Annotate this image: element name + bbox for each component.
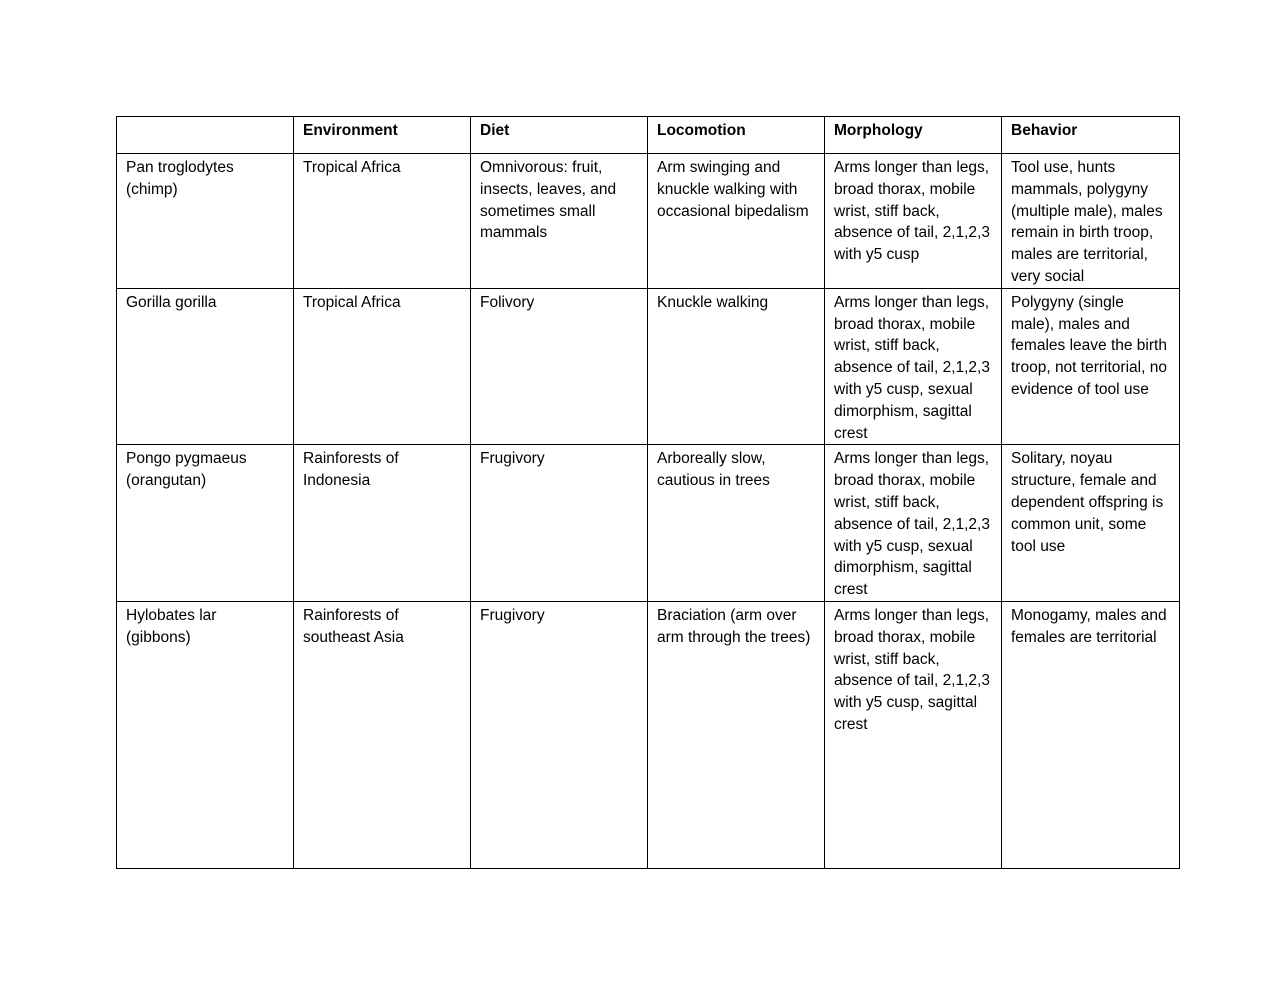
morphology-cell: Arms longer than legs, broad thorax, mobile wrist, stiff back, absence of tail, 2,1,2,3 with y5 cusp, sexual dimorphism, sagittal crest [825,288,1002,445]
table-row [117,288,1180,445]
header-cell-blank [117,117,294,154]
locomotion-cell: Arboreally slow, cautious in trees [648,445,825,602]
table-header-row [117,117,1180,154]
morphology-cell: Arms longer than legs, broad thorax, mobile wrist, stiff back, absence of tail, 2,1,2,3 with y5 cusp [825,154,1002,289]
environment-cell: Tropical Africa [294,288,471,445]
primate-comparison-table [116,116,1180,869]
environment-cell: Tropical Africa [294,154,471,289]
diet-cell: Omnivorous: fruit, insects, leaves, and sometimes small mammals [471,154,648,289]
behavior-cell: Solitary, noyau structure, female and dependent offspring is common unit, some tool use [1002,445,1180,602]
header-cell-morphology: Morphology [825,117,1002,154]
locomotion-cell: Braciation (arm over arm through the trees) [648,601,825,868]
morphology-cell: Arms longer than legs, broad thorax, mobile wrist, stiff back, absence of tail, 2,1,2,3 with y5 cusp, sagittal crest [825,601,1002,868]
species-cell: Pongo pygmaeus (orangutan) [117,445,294,602]
species-cell: Hylobates lar (gibbons) [117,601,294,868]
diet-cell: Folivory [471,288,648,445]
species-cell: Gorilla gorilla [117,288,294,445]
table-row [117,445,1180,602]
diet-cell: Frugivory [471,445,648,602]
behavior-cell: Tool use, hunts mammals, polygyny (multiple male), males remain in birth troop, males are territorial, very social [1002,154,1180,289]
header-cell-behavior: Behavior [1002,117,1180,154]
morphology-cell: Arms longer than legs, broad thorax, mobile wrist, stiff back, absence of tail, 2,1,2,3 with y5 cusp, sexual dimorphism, sagittal crest [825,445,1002,602]
locomotion-cell: Arm swinging and knuckle walking with occasional bipedalism [648,154,825,289]
header-cell-environment: Environment [294,117,471,154]
header-cell-locomotion: Locomotion [648,117,825,154]
locomotion-cell: Knuckle walking [648,288,825,445]
environment-cell: Rainforests of Indonesia [294,445,471,602]
table-row [117,154,1180,289]
species-cell: Pan troglodytes (chimp) [117,154,294,289]
environment-cell: Rainforests of southeast Asia [294,601,471,868]
table-row [117,601,1180,868]
behavior-cell: Monogamy, males and females are territorial [1002,601,1180,868]
diet-cell: Frugivory [471,601,648,868]
behavior-cell: Polygyny (single male), males and females leave the birth troop, not territorial, no evidence of tool use [1002,288,1180,445]
header-cell-diet: Diet [471,117,648,154]
